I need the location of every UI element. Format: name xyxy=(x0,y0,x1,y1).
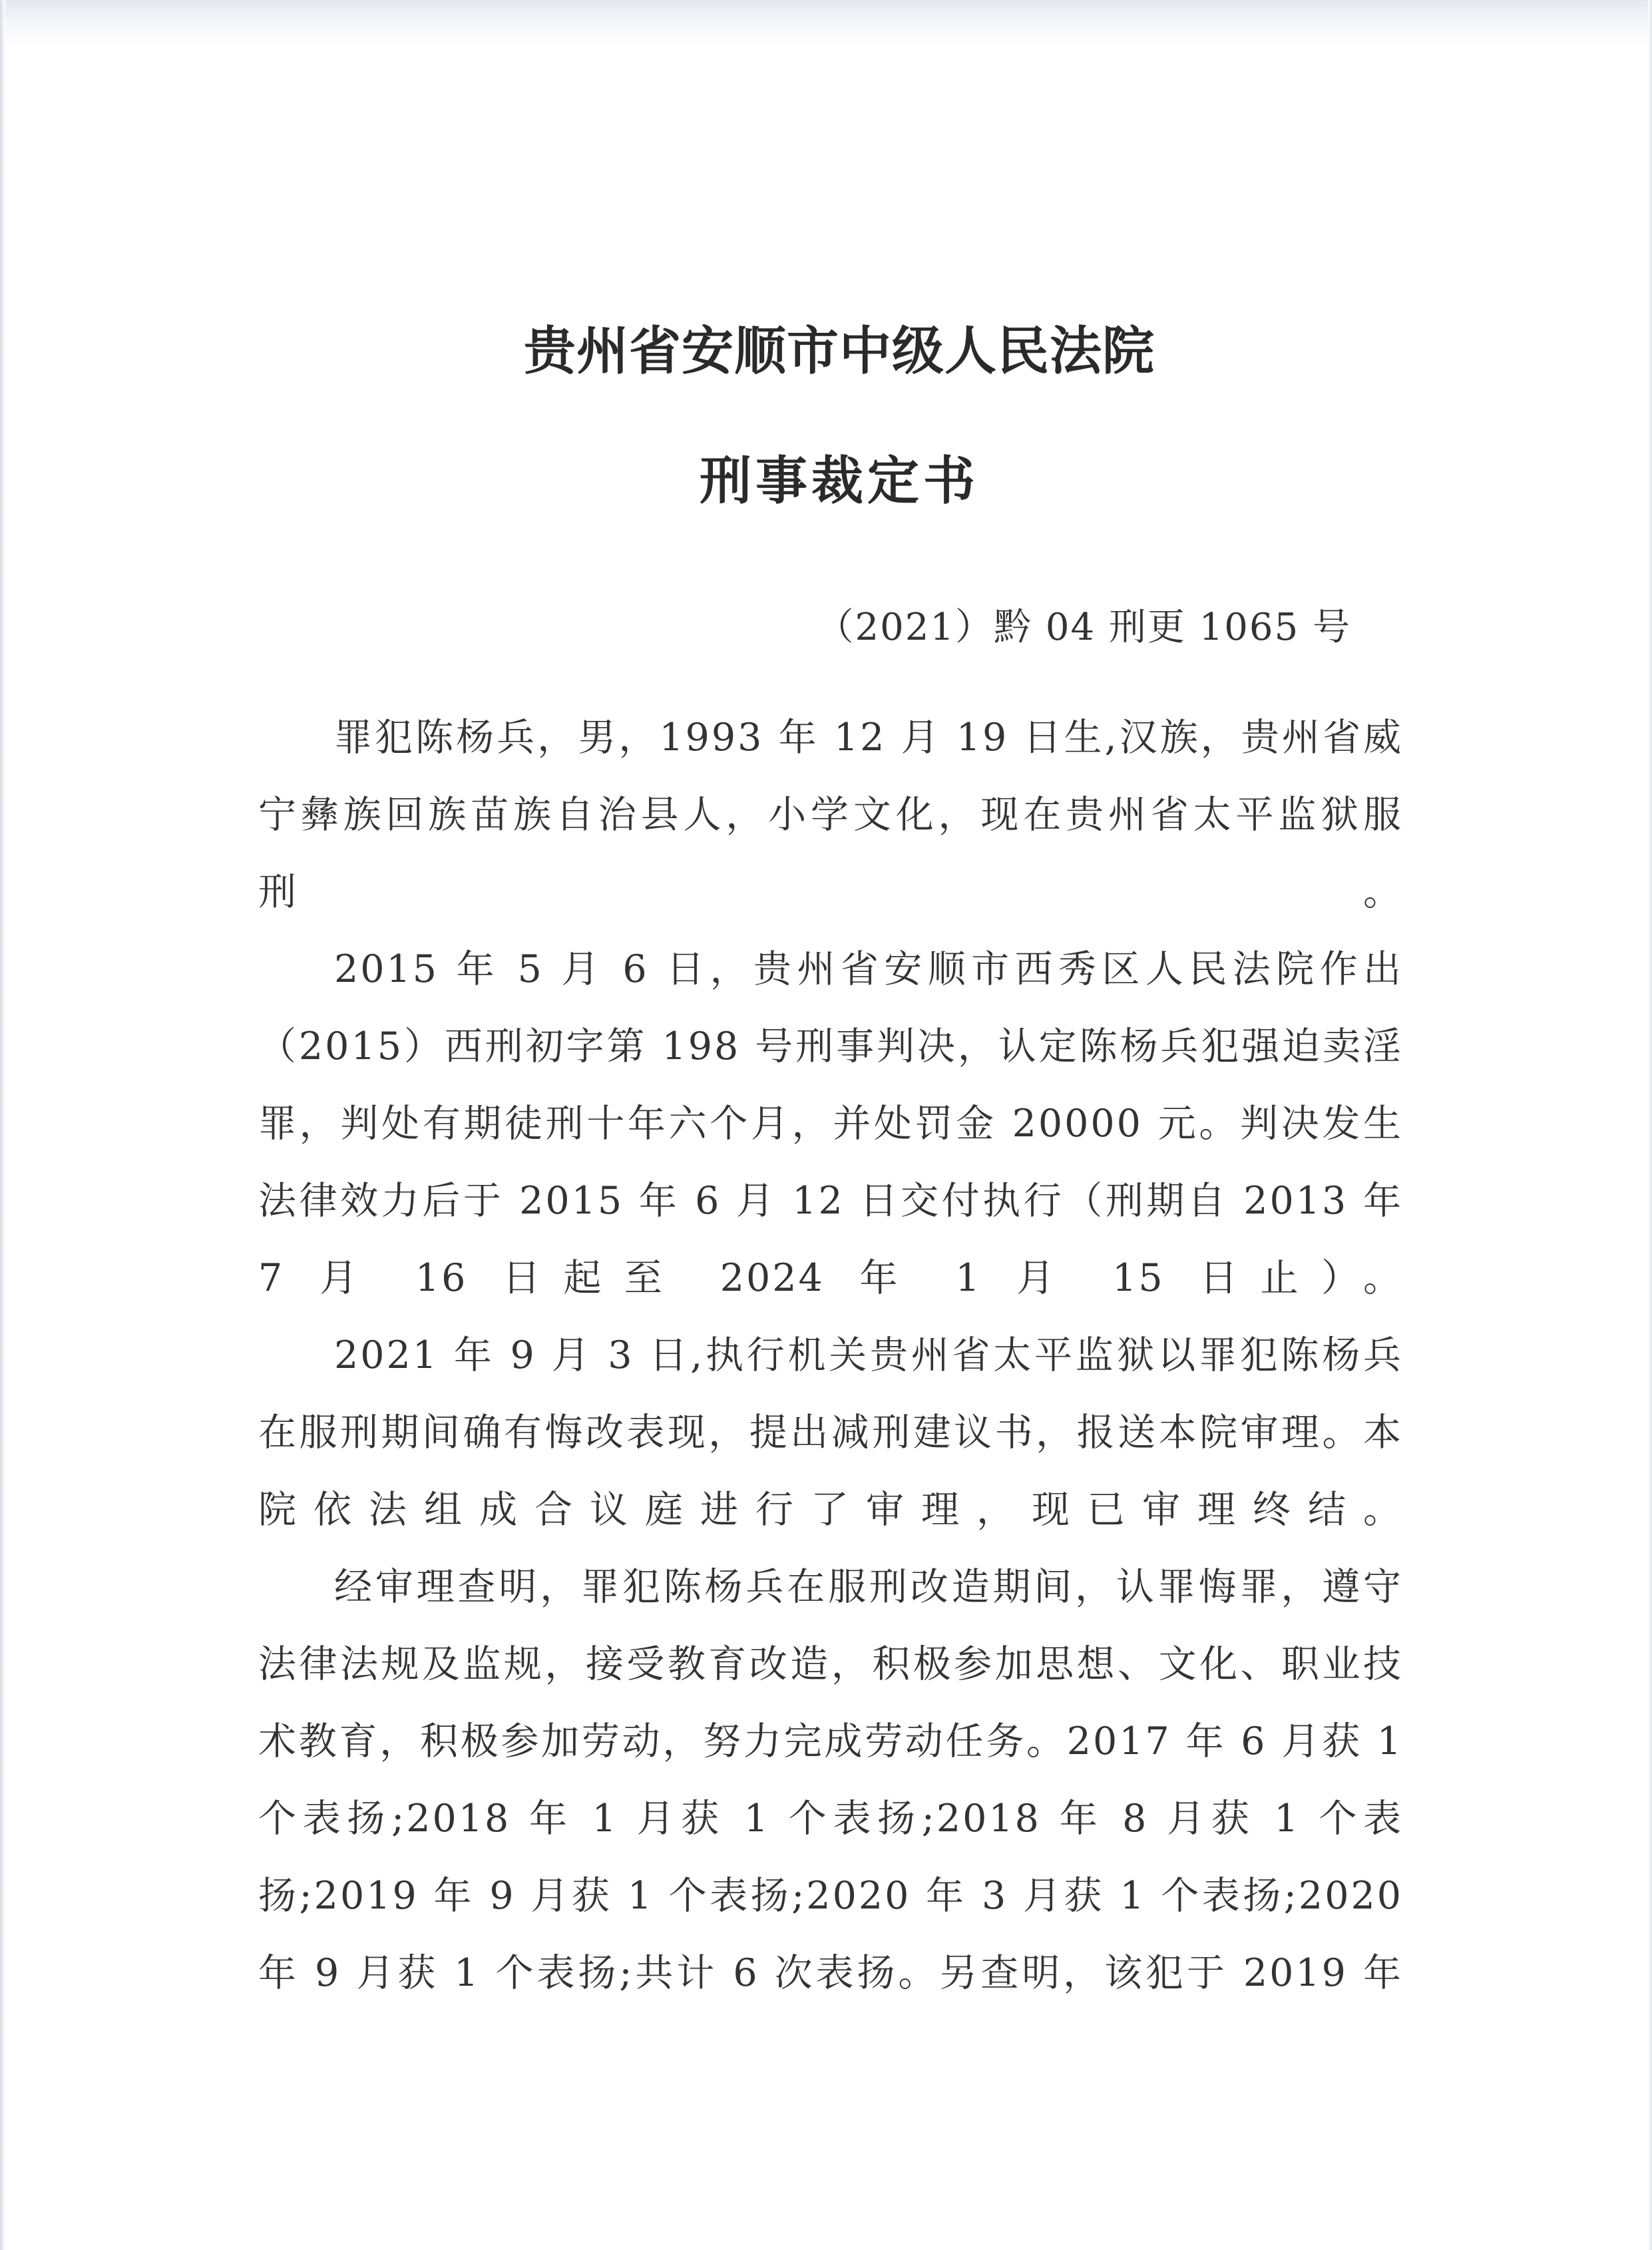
scan-edge-left xyxy=(0,0,5,2250)
paragraph-findings: 经审理查明，罪犯陈杨兵在服刑改造期间，认罪悔罪，遵守法律法规及监规，接受教育改造，积极参加思想、文化、职业技术教育，积极参加劳动，努力完成劳动任务。2017 年 6 月获 1 个表扬;2018 年 1 月获 1 个表扬;2018 年 8 月获 1 个表扬;2019 年 9 月获 1 个表扬;2020 年 3 月获 1 个表扬;2020 年 9 月获 1 个表扬;共计 6 次表扬。另查明，该犯于 2019 年 xyxy=(258,1565,1403,1995)
court-name: 贵州省安顺市中级人民法院 xyxy=(523,322,1155,381)
scan-edge-top xyxy=(0,0,1652,47)
case-number: （2021）黔 04 刑更 1065 号 xyxy=(816,606,1351,649)
document-body xyxy=(258,699,1403,2012)
paragraph-defendant-info: 罪犯陈杨兵，男，1993 年 12 月 19 日生,汉族，贵州省威宁彝族回族苗族自治县人，小学文化，现在贵州省太平监狱服刑。 xyxy=(258,716,1403,914)
paragraph-commutation-proposal: 2021 年 9 月 3 日,执行机关贵州省太平监狱以罪犯陈杨兵在服刑期间确有悔改表现，提出减刑建议书，报送本院审理。本院依法组成合议庭进行了审理，现已审理终结。 xyxy=(258,1333,1403,1532)
document-type-title: 刑事裁定书 xyxy=(699,451,979,511)
paragraph-original-judgment: 2015 年 5 月 6 日，贵州省安顺市西秀区人民法院作出（2015）西刑初字第 198 号刑事判决，认定陈杨兵犯强迫卖淫罪，判处有期徒刑十年六个月，并处罚金 20000 元。判决发生法律效力后于 2015 年 6 月 12 日交付执行（刑期自 2013 年 7 月 16 日起至 2024 年 1 月 15 日止）。 xyxy=(258,947,1403,1300)
